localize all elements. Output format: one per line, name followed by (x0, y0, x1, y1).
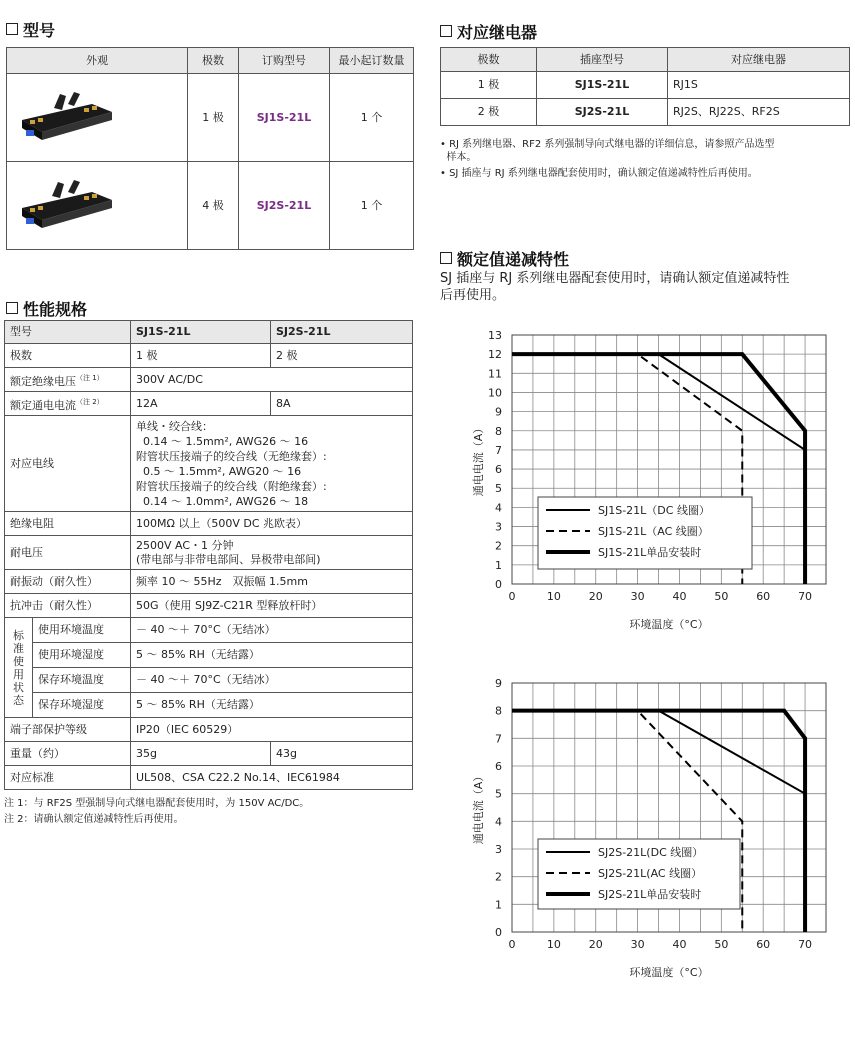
y-tick-label: 13 (488, 329, 502, 342)
spec-label: 极数 (5, 344, 131, 368)
table-row (5, 416, 413, 512)
x-tick-label: 10 (546, 938, 561, 951)
footnote-marker: （注 1） (76, 373, 104, 382)
socket-product-image (12, 90, 122, 142)
y-axis-label: 通电电流（A） (472, 422, 485, 497)
order-model-cell: SJ1S-21L (239, 74, 330, 162)
spec-header-col1: SJ1S-21L (131, 321, 271, 344)
spec-label: 耐电压 (5, 536, 131, 570)
socket-cell: SJ1S-21L (537, 72, 668, 99)
x-tick-label: 20 (588, 938, 603, 951)
table-row (5, 594, 413, 618)
spec-value: 100MΩ 以上（500V DC 兆欧表） (131, 512, 413, 536)
table-row (5, 512, 413, 536)
specs-section-title: 性能规格 (6, 297, 87, 320)
y-axis-label: 通电电流（A） (472, 770, 485, 845)
legend-entry: SJ2S-21L单品安装时 (598, 888, 702, 901)
table-row (5, 368, 413, 392)
poles-cell: 1 极 (441, 72, 537, 99)
relay-note-2: • SJ 插座与 RJ 系列继电器配套使用时，确认额定值递减特性后再使用。 (440, 168, 758, 179)
col-relay: 对应继电器 (668, 48, 850, 72)
spec-value: 43g (271, 742, 413, 766)
x-tick-label: 50 (714, 938, 729, 951)
checkbox-bullet-icon (6, 302, 18, 314)
x-tick-label: 30 (630, 938, 645, 951)
spec-value: 12A (131, 392, 271, 416)
y-tick-label: 5 (495, 482, 502, 496)
y-tick-label: 9 (495, 677, 502, 690)
spec-value: 8A (271, 392, 413, 416)
socket-product-image (12, 178, 122, 230)
poles-cell: 1 极 (188, 74, 239, 162)
spec-value: 2 极 (271, 344, 413, 368)
table-row (5, 718, 413, 742)
spec-value: 2500V AC・1 分钟 (带电部与非带电部间、异极带电部间) (131, 536, 413, 570)
y-tick-label: 11 (488, 367, 502, 381)
qty-cell: 1 个 (330, 74, 414, 162)
col-poles: 极数 (441, 48, 537, 72)
spec-label: 保存环境温度 (33, 668, 131, 693)
col-socket: 插座型号 (537, 48, 668, 72)
spec-label: 抗冲击（耐久性） (5, 594, 131, 618)
x-tick-label: 40 (672, 938, 687, 951)
x-tick-label: 0 (508, 590, 516, 603)
x-tick-label: 60 (756, 938, 771, 951)
y-tick-label: 3 (495, 843, 502, 856)
table-row (5, 766, 413, 790)
derating-chart-sj2s (440, 672, 850, 992)
table-row (5, 693, 413, 718)
checkbox-bullet-icon (440, 252, 452, 264)
y-tick-label: 9 (495, 405, 502, 419)
relay-cell: RJ1S (668, 72, 850, 99)
col-min-qty: 最小起订数量 (330, 48, 414, 74)
spec-value: － 40 ～＋ 70°C（无结冰） (131, 618, 413, 643)
spec-value: 5 ～ 85% RH（无结露） (131, 693, 413, 718)
table-row (5, 668, 413, 693)
y-tick-label: 4 (495, 815, 502, 829)
spec-label: 使用环境温度 (33, 618, 131, 643)
y-tick-label: 5 (495, 787, 502, 801)
spec-header-label: 型号 (5, 321, 131, 344)
spec-label: 对应标准 (5, 766, 131, 790)
spec-footnote-1: 注 1：与 RF2S 型强制导向式继电器配套使用时，为 150V AC/DC。 (4, 798, 310, 809)
table-row (7, 162, 414, 250)
x-tick-label: 30 (630, 590, 645, 603)
spec-label: 使用环境湿度 (33, 643, 131, 668)
footnote-marker: （注 2） (76, 397, 104, 406)
legend-entry: SJ1S-21L单品安装时 (598, 546, 702, 559)
relay-note-1-cont: 样本。 (440, 152, 477, 163)
y-tick-label: 2 (495, 539, 502, 553)
socket-cell: SJ2S-21L (537, 99, 668, 126)
table-row (5, 392, 413, 416)
col-poles: 极数 (188, 48, 239, 74)
env-group-label: 标准使用状态 (5, 618, 33, 718)
product-image-cell (7, 162, 188, 250)
product-image-cell (7, 74, 188, 162)
checkbox-bullet-icon (6, 23, 18, 35)
y-tick-label: 8 (495, 424, 502, 438)
legend-entry: SJ1S-21L（AC 线圈） (598, 525, 709, 538)
spec-footnote-2: 注 2：请确认额定值递减特性后再使用。 (4, 814, 184, 825)
relay-table (440, 47, 850, 126)
x-tick-label: 70 (798, 590, 813, 603)
spec-value: 35g (131, 742, 271, 766)
legend-entry: SJ2S-21L(DC 线圈） (598, 846, 704, 859)
table-row (441, 99, 850, 126)
spec-value: 5 ～ 85% RH（无结露） (131, 643, 413, 668)
table-row (5, 536, 413, 570)
spec-label: 对应电线 (5, 416, 131, 512)
spec-label: 保存环境湿度 (33, 693, 131, 718)
x-tick-label: 0 (508, 938, 516, 951)
table-row (5, 570, 413, 594)
x-tick-label: 10 (546, 590, 561, 603)
y-tick-label: 6 (495, 463, 502, 477)
table-row (7, 74, 414, 162)
y-tick-label: 7 (495, 732, 502, 746)
model-section-title: 型号 (6, 18, 55, 41)
x-tick-label: 70 (798, 938, 813, 951)
spec-value: UL508、CSA C22.2 No.14、IEC61984 (131, 766, 413, 790)
table-row (5, 344, 413, 368)
x-tick-label: 60 (756, 590, 771, 603)
order-model-cell: SJ2S-21L (239, 162, 330, 250)
spec-value: 频率 10 ～ 55Hz 双振幅 1.5mm (131, 570, 413, 594)
table-row (5, 742, 413, 766)
col-order-model: 订购型号 (239, 48, 330, 74)
table-row (5, 643, 413, 668)
relay-section-title: 对应继电器 (440, 20, 537, 43)
derating-chart-sj1s (440, 322, 850, 652)
legend-entry: SJ1S-21L（DC 线圈） (598, 504, 710, 517)
col-appearance: 外观 (7, 48, 188, 74)
spec-label: 额定通电电流$^{(注 2)}$ (5, 392, 131, 416)
derating-section-title: 额定值递减特性 (440, 247, 569, 270)
y-tick-label: 4 (495, 501, 502, 515)
spec-label: 绝缘电阻 (5, 512, 131, 536)
y-tick-label: 10 (488, 386, 502, 400)
y-tick-label: 7 (495, 443, 502, 457)
y-tick-label: 12 (488, 348, 502, 362)
y-tick-label: 1 (495, 558, 502, 572)
x-tick-label: 20 (588, 590, 603, 603)
spec-label: 额定绝缘电压$^{(注 1)}$ (5, 368, 131, 392)
derating-text-2: 后再使用。 (440, 288, 506, 303)
x-tick-label: 40 (672, 590, 687, 603)
wire-spec-value: 单线・绞合线： 0.14 ～ 1.5mm², AWG26 ～ 16 附管状压接端子的绞合线（无绝缘套）: 0.5 ～ 1.5mm², AWG20 ～ 16 附管状压接端子的绞合线（附绝缘套）: 0.14 ～ 1.0mm², AWG26 ～ 18 (131, 416, 413, 512)
derating-text-1: SJ 插座与 RJ 系列继电器配套使用时，请确认额定值递减特性 (440, 271, 790, 286)
x-axis-label: 环境温度（°C） (629, 966, 709, 979)
model-table (6, 47, 414, 250)
spec-label: 耐振动（耐久性） (5, 570, 131, 594)
table-row (5, 618, 413, 643)
qty-cell: 1 个 (330, 162, 414, 250)
spec-label: 重量（约） (5, 742, 131, 766)
spec-header-col2: SJ2S-21L (271, 321, 413, 344)
y-tick-label: 0 (495, 578, 502, 591)
checkbox-bullet-icon (440, 25, 452, 37)
spec-value: 1 极 (131, 344, 271, 368)
spec-value: － 40 ～＋ 70°C（无结冰） (131, 668, 413, 693)
y-tick-label: 2 (495, 870, 502, 884)
y-tick-label: 8 (495, 704, 502, 718)
y-tick-label: 6 (495, 760, 502, 773)
relay-note-1: • RJ 系列继电器、RF2 系列强制导向式继电器的详细信息，请参照产品选型 (440, 139, 775, 150)
spec-value: 300V AC/DC (131, 368, 413, 392)
spec-value: IP20（IEC 60529） (131, 718, 413, 742)
legend-entry: SJ2S-21L(AC 线圈） (598, 867, 703, 880)
spec-label: 端子部保护等级 (5, 718, 131, 742)
poles-cell: 2 极 (441, 99, 537, 126)
poles-cell: 4 极 (188, 162, 239, 250)
spec-value: 50G（使用 SJ9Z-C21R 型释放杆时） (131, 594, 413, 618)
x-tick-label: 50 (714, 590, 729, 603)
y-tick-label: 3 (495, 520, 502, 534)
x-axis-label: 环境温度（°C） (629, 618, 709, 631)
table-row (441, 72, 850, 99)
y-tick-label: 1 (495, 898, 502, 912)
relay-cell: RJ2S、RJ22S、RF2S (668, 99, 850, 126)
y-tick-label: 0 (495, 926, 502, 939)
specs-table (4, 320, 413, 790)
